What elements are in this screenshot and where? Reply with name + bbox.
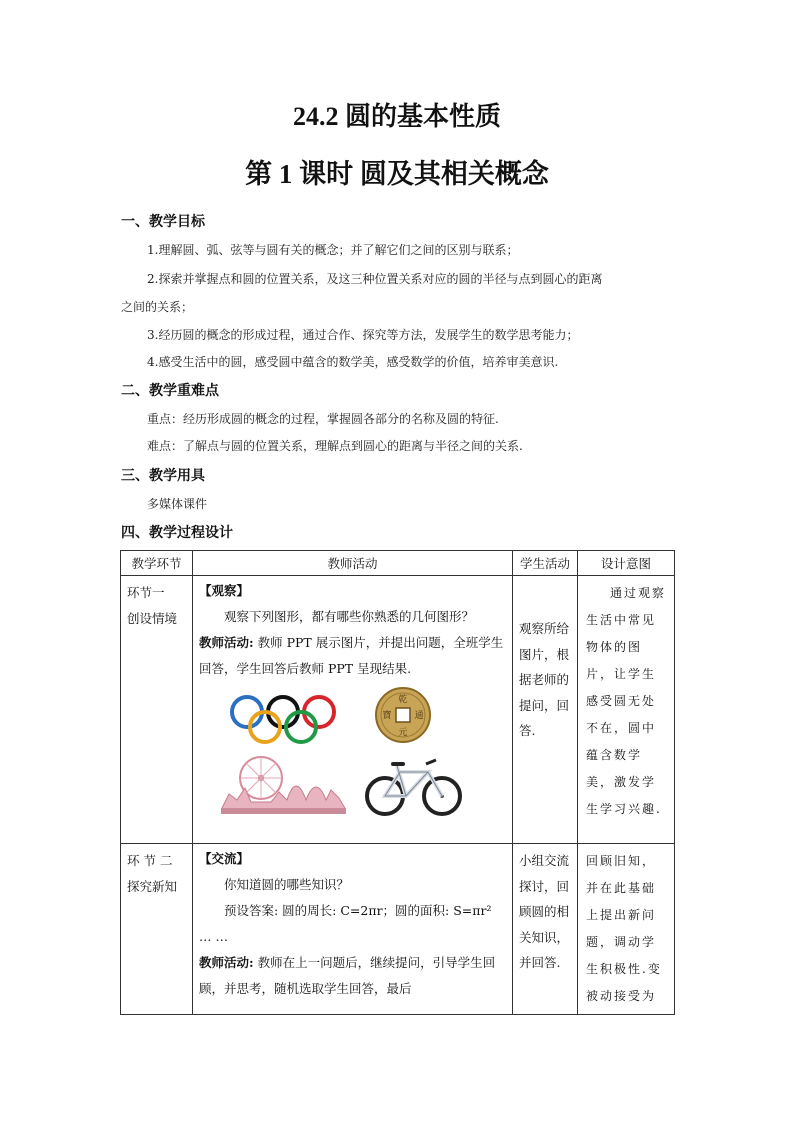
page-subtitle: 第 1 课时 圆及其相关概念 [245, 159, 549, 189]
olympic-rings-image [229, 694, 339, 746]
design-cell [578, 576, 675, 844]
coin-char: 通 [414, 711, 424, 721]
stage-label: 环 节 二 [127, 853, 173, 868]
coin-char: 寶 [382, 711, 392, 721]
header-teacher: 教师活动 [193, 551, 513, 576]
design-intent: 回顾旧知，并在此基础上提出新问题，调动学生积极性.变被动接受为 [586, 854, 662, 1003]
stage-label: 探究新知 [127, 879, 178, 894]
paragraph: 1.理解圆、弧、弦等与圆有关的概念；并了解它们之间的区别与联系； [147, 243, 519, 257]
paragraph: 3.经历圆的概念的形成过程，通过合作、探究等方法，发展学生的数学思考能力； [147, 328, 579, 342]
ellipsis: … … [199, 929, 228, 944]
stage-cell [121, 844, 193, 1015]
design-cell [578, 844, 675, 1015]
paragraph: 难点：了解点与圆的位置关系，理解点到圆心的距离与半径之间的关系. [147, 439, 523, 453]
ancient-coin-image [374, 686, 432, 744]
student-activity: 观察所给图片，根据老师的提问，回答. [519, 621, 570, 738]
activity-label: 教师活动: [199, 635, 254, 650]
section-heading: 二、教学重难点 [121, 383, 219, 399]
header-stage: 教学环节 [121, 551, 193, 576]
stage-label: 环节一 [127, 585, 165, 600]
student-activity: 小组交流探讨，回顾圆的相关知识，并回答. [519, 853, 570, 970]
paragraph: 2.探索并掌握点和圆的位置关系，及这三种位置关系对应的圆的半径与点到圆心的距离 [147, 272, 603, 286]
activity-text: 教师在上一问题后，继续提问，引导学生回顾，并思考，随机选取学生回答，最后 [199, 955, 496, 996]
stage-cell [121, 576, 193, 844]
question: 你知道圆的哪些知识？ [224, 877, 350, 892]
page-title: 24.2 圆的基本性质 [292, 102, 501, 131]
tag-observe: 【观察】 [199, 583, 250, 598]
ferris-wheel-image [221, 752, 346, 814]
stage-label: 创设情境 [127, 611, 178, 626]
question: 观察下列图形，都有哪些你熟悉的几何图形？ [224, 609, 475, 624]
section-heading: 一、教学目标 [121, 214, 205, 230]
paragraph: 重点：经历形成圆的概念的过程，掌握圆各部分的名称及圆的特征. [147, 412, 499, 426]
student-cell [513, 844, 578, 1015]
teacher-cell [193, 576, 513, 844]
teacher-cell [193, 844, 513, 1015]
paragraph: 多媒体课件 [147, 497, 208, 511]
section-heading: 四、教学过程设计 [121, 525, 233, 541]
section-heading: 三、教学用具 [121, 468, 205, 484]
activity-text: 教师 PPT 展示图片，并提出问题，全班学生回答，学生回答后教师 PPT 呈现结果. [199, 635, 504, 676]
preset-answer: 预设答案: 圆的周长: C=2πr；圆的面积: S=πr² [224, 903, 492, 918]
design-intent: 通过观察生活中常见物体的图片，让学生感受圆无处不在，圆中蕴含数学美，激发学生学习兴趣. [586, 586, 667, 816]
coin-char: 乾 [398, 695, 408, 705]
image-group [199, 682, 506, 822]
student-cell [513, 576, 578, 844]
tag-exchange: 【交流】 [199, 851, 250, 866]
coin-char: 元 [398, 728, 408, 738]
lesson-table [120, 550, 675, 1015]
header-design: 设计意图 [578, 551, 675, 576]
header-student: 学生活动 [513, 551, 578, 576]
activity-label: 教师活动: [199, 955, 254, 970]
paragraph: 之间的关系； [121, 300, 194, 314]
bicycle-image [364, 750, 464, 818]
paragraph: 4.感受生活中的圆，感受圆中蕴含的数学美，感受数学的价值，培养审美意识. [147, 355, 559, 369]
